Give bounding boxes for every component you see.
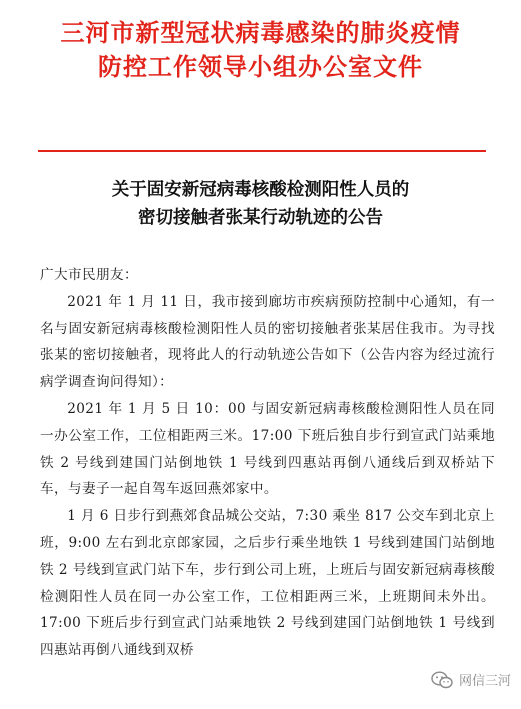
watermark-text: 网信三河 [458,674,511,689]
wechat-icon [431,671,453,689]
body-paragraph: 1 月 6 日步行到燕郊食品城公交站，7:30 乘坐 817 公交车到北京上班，9:00 左右到北京郎家园，之后步行乘坐地铁 1 号线到建国门站倒地铁 2 号线到宣武门站下车，步行到公司上班，上班后与固安新冠病毒核酸检测阳性人员在同一办公室工作，工位相距两三米，上班期间未外出。17:00 下班后步行到宣武门站乘地铁 2 号线到建国门站倒地铁 1 号线到四惠站再倒八通线到双桥 [40,508,495,659]
red-divider-line [38,150,486,152]
issuing-authority-header [0,16,521,84]
title-line-1: 关于固安新冠病毒核酸检测阳性人员的 [111,180,410,200]
body-paragraph: 2021 年 1 月 5 日 10：00 与固安新冠病毒核酸检测阳性人员在同一办公室工作，工位相距两三米。17:00 下班后独自步行到宣武门站乘地铁 2 号线到建国门站倒地铁 1 号线到四惠站再倒八通线后到双桥站下车，与妻子一起自驾车返回燕郊家中。 [40,400,495,498]
announcement-body [40,262,495,664]
header-line-1: 三河市新型冠状病毒感染的肺炎疫情 [60,19,461,47]
announcement-title [0,176,521,232]
body-paragraph: 2021 年 1 月 11 日，我市接到廊坊市疾病预防控制中心通知，有一名与固安新冠病毒核酸检测阳性人员的密切接触者张某居住我市。为寻找张某的密切接触者，现将此人的行动轨迹公告如下（公告内容为经过流行病学调查询问得知）： [40,293,495,391]
salutation: 广大市民朋友： [40,267,138,283]
title-line-2: 密切接触者张某行动轨迹的公告 [138,208,383,228]
header-line-2: 防控工作领导小组办公室文件 [98,53,423,81]
source-watermark [431,670,511,689]
